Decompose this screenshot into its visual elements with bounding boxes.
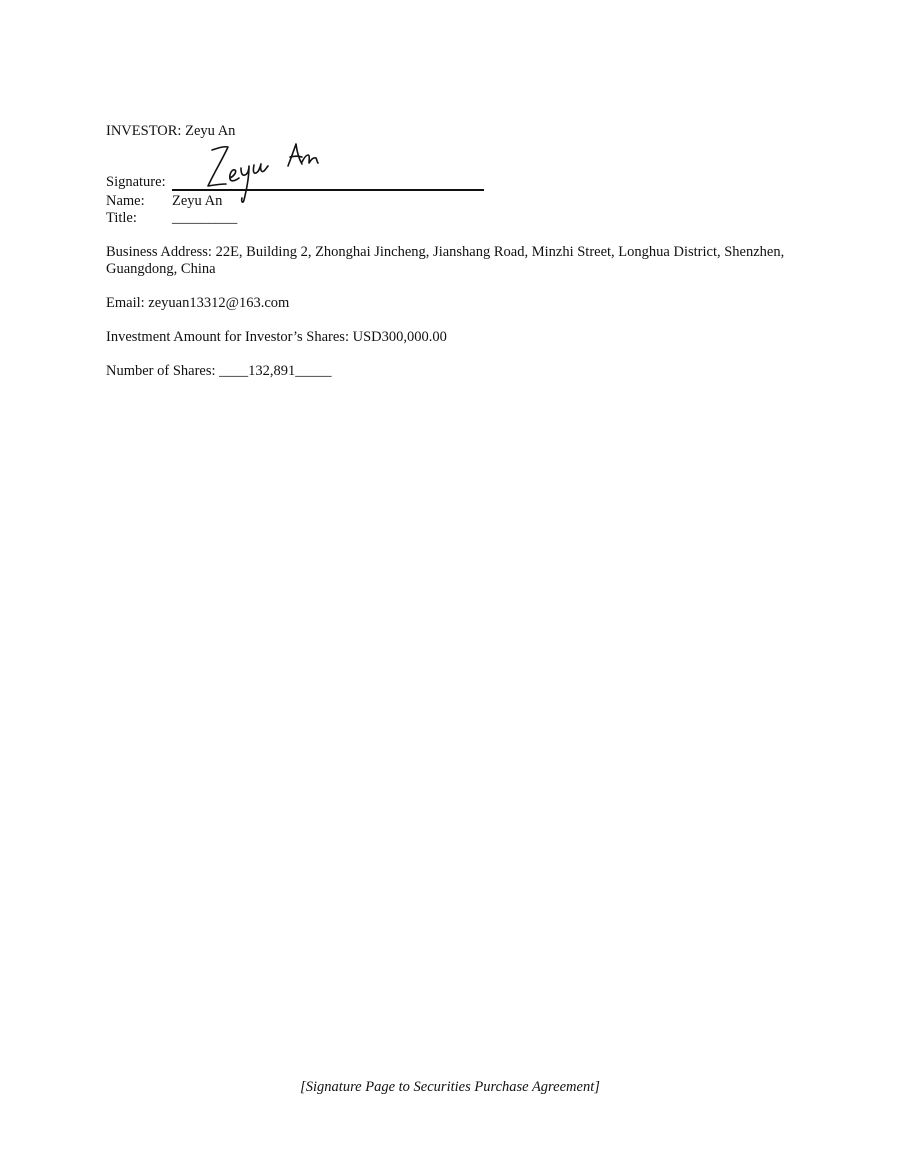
title-label: Title: (106, 210, 137, 226)
business-address-value: 22E, Building 2, Zhonghai Jincheng, Jianshang Road, Minzhi Street, Longhua District, Shenzhen, Guangdong, China (106, 244, 785, 277)
investor-name: Zeyu An (185, 123, 236, 139)
business-address-label: Business Address: (106, 244, 212, 260)
email-label: Email: (106, 295, 145, 311)
page-footer: [Signature Page to Securities Purchase Agreement] (300, 1079, 600, 1095)
email-line (106, 295, 289, 312)
title-value: _________ (172, 210, 238, 226)
email-value: zeyuan13312@163.com (148, 295, 290, 311)
number-of-shares-line (106, 363, 332, 380)
name-value: Zeyu An (172, 193, 223, 209)
signature-label: Signature: (106, 174, 166, 190)
name-label: Name: (106, 193, 145, 209)
number-of-shares-label: Number of Shares: (106, 363, 216, 379)
investment-amount-value: USD300,000.00 (352, 329, 447, 345)
business-address (106, 244, 806, 278)
investment-amount-label: Investment Amount for Investor’s Shares: (106, 329, 349, 345)
investor-label: INVESTOR: (106, 123, 182, 139)
number-of-shares-value: ____132,891_____ (219, 363, 332, 379)
investment-amount-line (106, 329, 447, 346)
